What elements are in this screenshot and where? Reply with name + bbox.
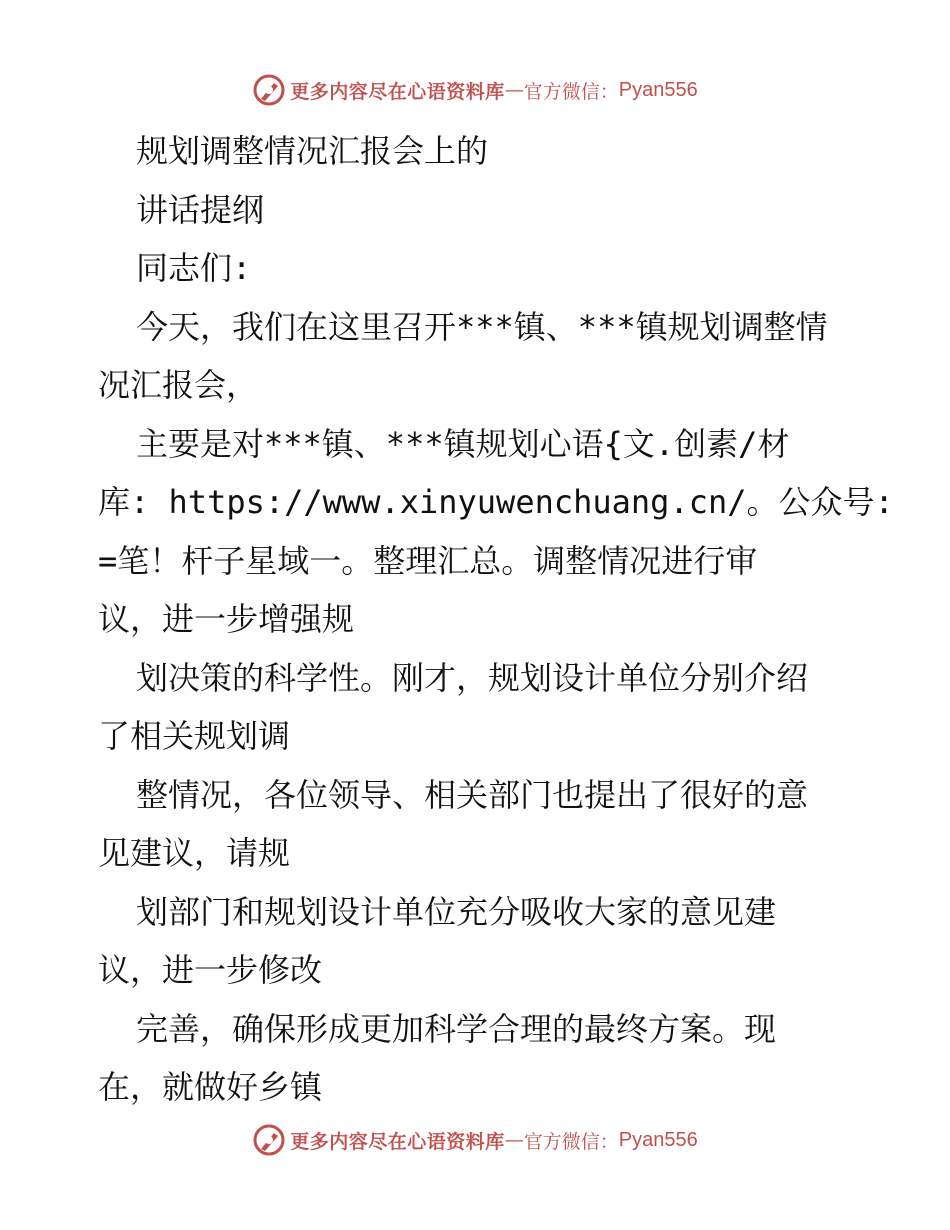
text-line: 划决策的科学性。刚才，规划设计单位分别介绍 [136,658,809,697]
text-line: 划部门和规划设计单位充分吸收大家的意见建 [136,892,777,931]
text-line: 完善，确保形成更加科学合理的最终方案。现 [136,1009,777,1048]
text-line: 在，就做好乡镇 [98,1068,323,1106]
banner-wechat-id: Pyan556 [618,1128,698,1151]
banner-dash: — [504,1129,524,1151]
banner-dash: — [504,79,524,101]
text-line: 整情况，各位领导、相关部门也提出了很好的意 [136,775,809,814]
banner-wechat-label: 官方微信： [523,80,619,103]
pen-logo-icon [252,1123,286,1157]
banner-site-text: 更多内容尽在心语资料库 [290,1130,505,1153]
banner-wechat-id: Pyan556 [618,78,698,101]
pen-logo-icon [252,73,286,107]
text-line: 讲话提纲 [136,190,265,229]
text-line: 主要是对***镇、***镇规划心语{文.创素/材 [136,424,790,463]
text-line: 议，进一步增强规 [98,600,355,638]
banner-wechat-label: 官方微信： [523,1130,619,1153]
text-line: 议，进一步修改 [98,951,323,989]
document-body [98,122,894,1117]
text-line: 了相关规划调 [98,717,291,755]
text-line: 今天，我们在这里召开***镇、***镇规划调整情 [136,307,828,346]
text-line: 库: https://www.xinyuwenchuang.cn/。公众号: [98,483,894,521]
header-banner [0,70,950,110]
footer-banner [0,1120,950,1160]
text-line: =笔！杆子星域一。整理汇总。调整情况进行审 [98,541,758,580]
banner-site-text: 更多内容尽在心语资料库 [290,80,505,103]
text-line: 规划调整情况汇报会上的 [136,132,489,170]
text-line: 见建议，请规 [98,834,291,872]
text-line: 况汇报会， [98,366,259,404]
text-line: 同志们: [136,249,252,287]
